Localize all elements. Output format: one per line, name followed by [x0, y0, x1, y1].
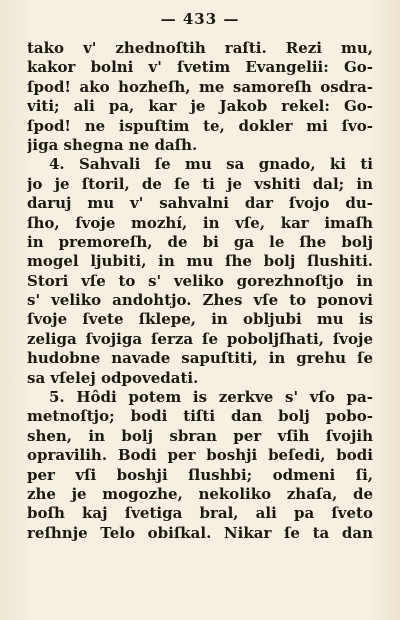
text-line: ſpod! ne ispuſtim te, dokler mi ſvo-	[27, 116, 373, 135]
text-line: Stori vſe to s' veliko gorezhnoſtjo in	[27, 271, 373, 290]
body-text	[27, 39, 373, 543]
text-line: zeliga ſvojiga ſerza ſe poboljſhati, ſvoje	[27, 329, 373, 348]
text-line: metnoſtjo; bodi tiſti dan bolj pobo-	[27, 407, 373, 426]
text-line: ſho, ſvoje mozhí, in vſe, kar imaſh	[27, 213, 373, 232]
text-line: 5. Hôdi potem is zerkve s' vſo pa-	[49, 388, 373, 407]
text-line: ſpod! ako hozheſh, me samoreſh osdra-	[27, 77, 373, 96]
text-line: boſh kaj ſvetiga bral, ali pa ſveto	[27, 504, 373, 523]
text-line: tako v' zhednoſtih raſti. Rezi mu,	[27, 39, 373, 57]
text-line: ſvoje ſvete ſklepe, in obljubi mu is	[27, 310, 373, 329]
text-line: in premoreſh, de bi ga le ſhe bolj	[27, 232, 373, 251]
text-line: reſhnje Telo obiſkal. Nikar ſe ta dan	[27, 523, 373, 542]
text-line: shen, in bolj sbran per vſih ſvojih	[27, 426, 373, 445]
text-line: jo je ſtoril, de ſe ti je vshiti dal; in	[27, 174, 373, 193]
text-line: s' veliko andohtjo. Zhes vſe to ponovi	[27, 291, 373, 310]
text-line: opravilih. Bodi per boshji beſedi, bodi	[27, 446, 373, 465]
text-line: 4. Sahvali ſe mu sa gnado, ki ti	[49, 155, 373, 174]
text-line: jiga shegna ne daſh.	[27, 135, 198, 154]
text-line: hudobne navade sapuſtiti, in grehu ſe	[27, 349, 373, 368]
text-line: kakor bolni v' ſvetim Evangelii: Go-	[27, 58, 373, 77]
text-line: per vſi boshji ſlushbi; odmeni ſi,	[27, 465, 373, 484]
text-line: daruj mu v' sahvalni dar ſvojo du-	[27, 194, 373, 213]
text-line: zhe je mogozhe, nekoliko zhaſa, de	[27, 484, 373, 503]
text-line: sa vſelej odpovedati.	[27, 368, 199, 387]
page-header: — 433 —	[160, 10, 240, 28]
text-line: mogel ljubiti, in mu ſhe bolj ſlushiti.	[27, 252, 373, 271]
text-line: viti; ali pa, kar je Jakob rekel: Go-	[27, 97, 373, 116]
